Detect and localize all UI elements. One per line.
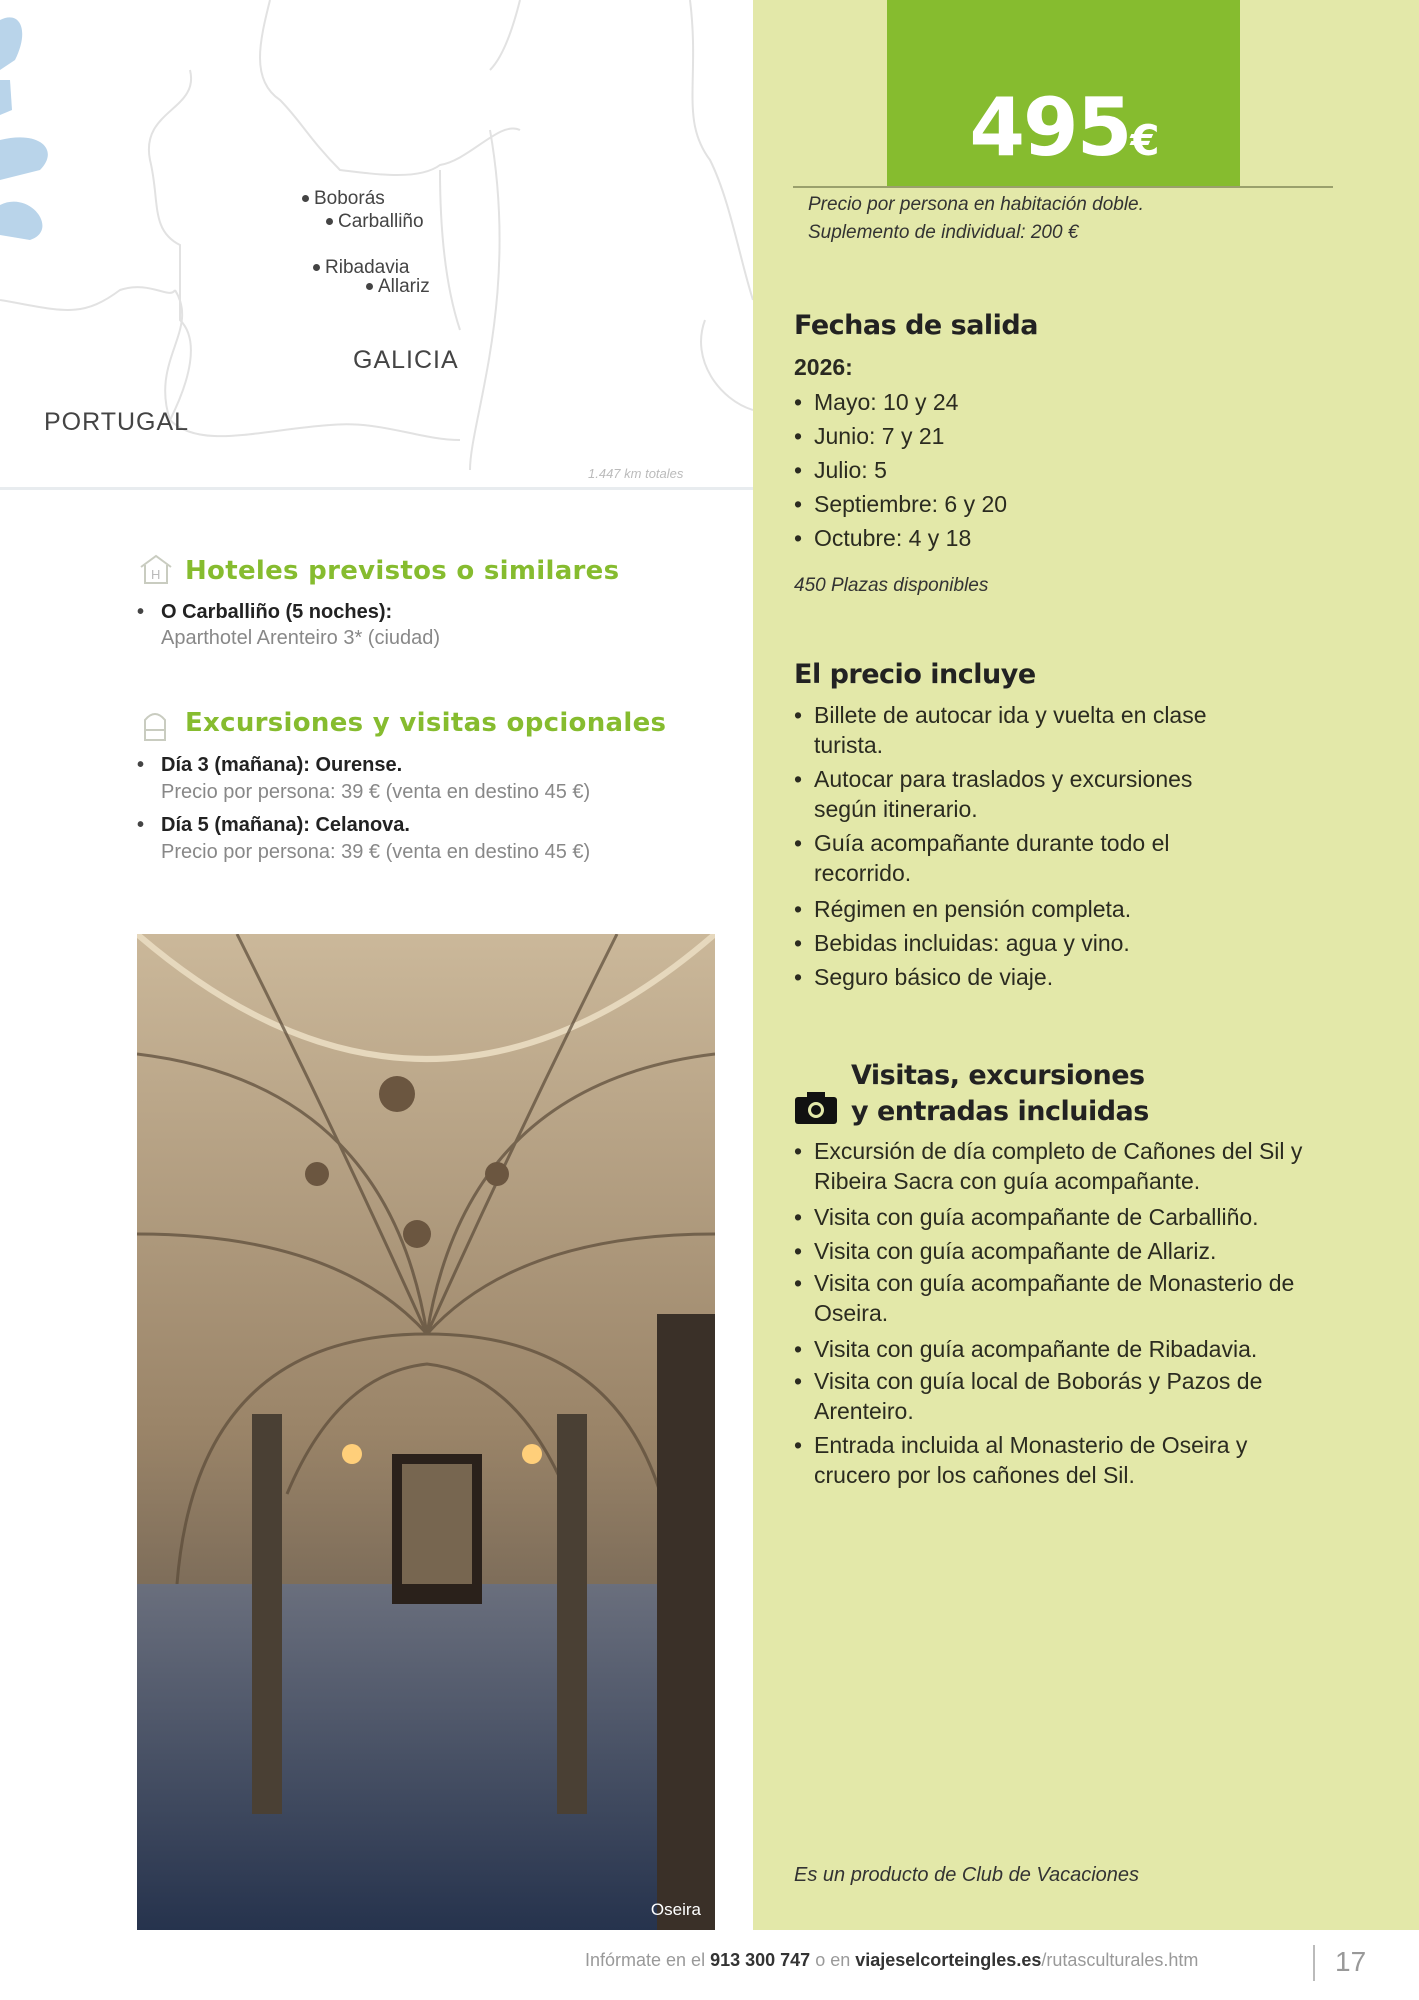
excursion-icon [140, 706, 170, 742]
visits-list [794, 1136, 1349, 1494]
includes-list [794, 700, 1254, 994]
price-divider [793, 186, 1333, 188]
includes-item: • Guía acompañante durante todo el recorrido. [794, 828, 1254, 888]
departure-date: • Junio: 7 y 21 [794, 419, 1007, 453]
monastery-photo [137, 934, 715, 1930]
departures-year: 2026: [794, 354, 853, 380]
visits-title-line2: y entradas incluidas [851, 1096, 1149, 1127]
price-box [887, 0, 1240, 186]
includes-item: • Seguro básico de viaje. [794, 960, 1254, 994]
svg-text:H: H [151, 567, 161, 582]
footer-text: Infórmate en el [585, 1950, 711, 1970]
price-note: Precio por persona en habitación doble. [808, 194, 1144, 215]
footer-path[interactable]: /rutasculturales.htm [1041, 1950, 1199, 1970]
footer [585, 1950, 1198, 1971]
footer-text: o en [810, 1950, 856, 1970]
hotel-list [137, 601, 440, 650]
cloister-illustration [137, 934, 715, 1930]
visits-item: • Visita con guía acompañante de Ribadavia. [794, 1332, 1349, 1366]
page-number: 17 [1335, 1946, 1367, 1977]
departures-title: Fechas de salida [794, 310, 1038, 341]
map-city: Boborás [302, 188, 385, 210]
visits-item: • Excursión de día completo de Cañones del Sil y Ribeira Sacra con guía acompañante. [794, 1136, 1349, 1196]
visits-item: • Entrada incluida al Monasterio de Oseira y crucero por los cañones del Sil. [794, 1430, 1274, 1490]
footer-phone[interactable]: 913 300 747 [710, 1950, 811, 1970]
hotels-title: Hoteles previstos o similares [185, 556, 620, 586]
visits-item: • Visita con guía acompañante de Monasterio de Oseira. [794, 1268, 1349, 1328]
includes-title: El precio incluye [794, 659, 1036, 690]
price-currency: € [1130, 116, 1158, 165]
footer-site-link[interactable]: viajeselcorteingles.es [855, 1950, 1042, 1970]
includes-item: • Bebidas incluidas: agua y vino. [794, 926, 1254, 960]
optional-item-label: • Día 3 (mañana): Ourense. [137, 754, 590, 777]
map-region-galicia: GALICIA [353, 346, 459, 374]
seats-available: 450 Plazas disponibles [794, 575, 989, 596]
price-amount: 495 [969, 81, 1131, 174]
photo-caption: Oseira [650, 1900, 701, 1919]
visits-title-line1: Visitas, excursiones [851, 1060, 1145, 1091]
map-distance: 1.447 km totales [588, 466, 684, 481]
hotel-place: • O Carballiño (5 noches): [137, 601, 440, 624]
includes-item: • Billete de autocar ida y vuelta en clase turista. [794, 700, 1254, 760]
optional-item-price: Precio por persona: 39 € (venta en destino 45 €) [161, 781, 591, 803]
hotel-name: Aparthotel Arenteiro 3* (ciudad) [161, 627, 441, 649]
visits-item: • Visita con guía acompañante de Allariz. [794, 1234, 1349, 1268]
visits-item: • Visita con guía acompañante de Carballiño. [794, 1200, 1349, 1234]
includes-item: • Régimen en pensión completa. [794, 892, 1254, 926]
map-city: Allariz [366, 276, 430, 298]
optional-item-price: Precio por persona: 39 € (venta en destino 45 €) [161, 841, 591, 863]
optional-list [137, 754, 590, 864]
hotel-icon [138, 553, 174, 585]
map-city: Carballiño [326, 211, 424, 233]
map-city: Ribadavia [313, 257, 410, 279]
supplement-note: Suplemento de individual: 200 € [808, 222, 1079, 243]
product-note: Es un producto de Club de Vacaciones [794, 1864, 1140, 1886]
map-region-portugal: PORTUGAL [44, 408, 190, 436]
departure-date: • Mayo: 10 y 24 [794, 385, 1007, 419]
visits-item: • Visita con guía local de Boborás y Pazos de Arenteiro. [794, 1366, 1349, 1426]
camera-icon [795, 1090, 837, 1124]
optional-title: Excursiones y visitas opcionales [185, 708, 667, 738]
route-map [0, 0, 753, 490]
optional-item-label: • Día 5 (mañana): Celanova. [137, 814, 590, 837]
departure-date: • Julio: 5 [794, 453, 1007, 487]
departure-date: • Septiembre: 6 y 20 [794, 487, 1007, 521]
footer-divider [1313, 1945, 1315, 1981]
departure-dates [794, 385, 1007, 555]
departure-date: • Octubre: 4 y 18 [794, 521, 1007, 555]
includes-item: • Autocar para traslados y excursiones según itinerario. [794, 764, 1254, 824]
